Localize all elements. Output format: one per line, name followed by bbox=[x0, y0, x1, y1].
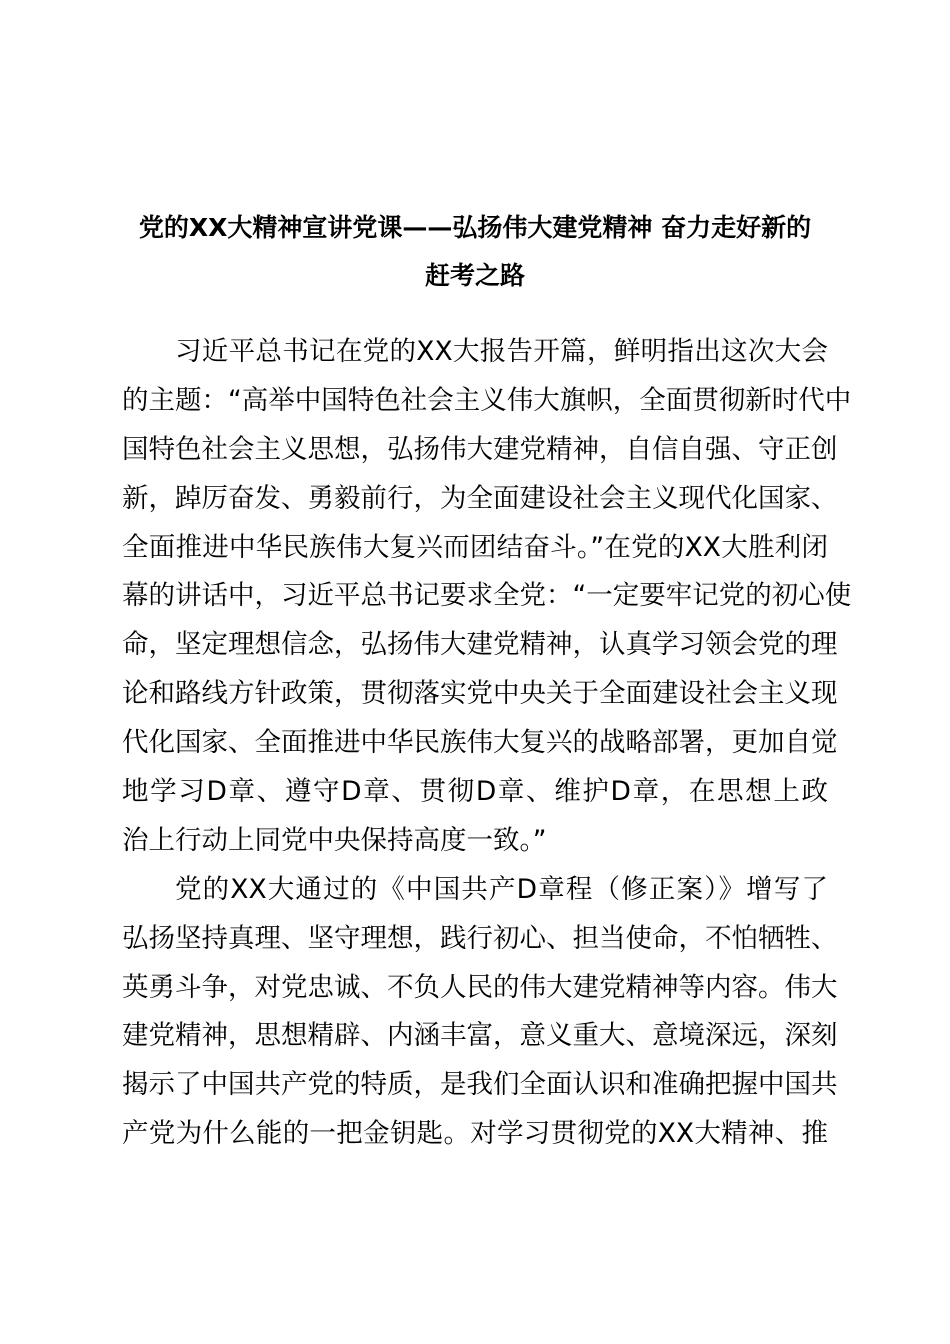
paragraph-2 bbox=[122, 866, 838, 1159]
document-title bbox=[110, 204, 840, 300]
paragraph-line: 建党精神，思想精辟、内涵丰富，意义重大、意境深远，深刻 bbox=[122, 1020, 838, 1052]
paragraph-line: 产党为什么能的一把金钥匙。对学习贯彻党的XX大精神、推 bbox=[122, 1118, 828, 1150]
paragraph-line: 幕的讲话中，习近平总书记要求全党：“一定要牢记党的初心使 bbox=[122, 580, 852, 612]
paragraph-line: 命，坚定理想信念，弘扬伟大建党精神，认真学习领会党的理 bbox=[122, 629, 838, 661]
title-line-1: 党的XX大精神宣讲党课——弘扬伟大建党精神 奋力走好新的 bbox=[138, 213, 812, 242]
title-line-2: 赶考之路 bbox=[424, 261, 525, 290]
paragraph-line: 英勇斗争，对党忠诚、不负人民的伟大建党精神等内容。伟大 bbox=[122, 971, 838, 1003]
paragraph-line: 揭示了中国共产党的特质，是我们全面认识和准确把握中国共 bbox=[122, 1069, 838, 1101]
paragraph-line: 治上行动上同党中央保持高度一致。” bbox=[122, 824, 547, 856]
paragraph-line: 代化国家、全面推进中华民族伟大复兴的战略部署，更加自觉 bbox=[122, 727, 838, 759]
paragraph-line: 新，踔厉奋发、勇毅前行，为全面建设社会主义现代化国家、 bbox=[122, 482, 838, 514]
document-body bbox=[122, 328, 852, 1159]
paragraph-line: 的主题：“高举中国特色社会主义伟大旗帜，全面贯彻新时代中 bbox=[122, 384, 852, 416]
paragraph-line: 弘扬坚持真理、坚守理想，践行初心、担当使命，不怕牺牲、 bbox=[122, 922, 838, 954]
paragraph-line: 全面推进中华民族伟大复兴而团结奋斗。”在党的XX大胜利闭 bbox=[122, 531, 828, 563]
paragraph-line: 党的XX大通过的《中国共产D章程（修正案）》增写了 bbox=[175, 873, 828, 905]
paragraph-line: 习近平总书记在党的XX大报告开篇，鲜明指出这次大会 bbox=[175, 336, 828, 367]
paragraph-line: 地学习D章、遵守D章、贯彻D章、维护D章，在思想上政 bbox=[122, 776, 828, 808]
paragraph-line: 国特色社会主义思想，弘扬伟大建党精神，自信自强、守正创 bbox=[122, 433, 838, 465]
paragraph-line: 论和路线方针政策，贯彻落实党中央关于全面建设社会主义现 bbox=[122, 678, 838, 710]
paragraph-1 bbox=[122, 328, 852, 866]
